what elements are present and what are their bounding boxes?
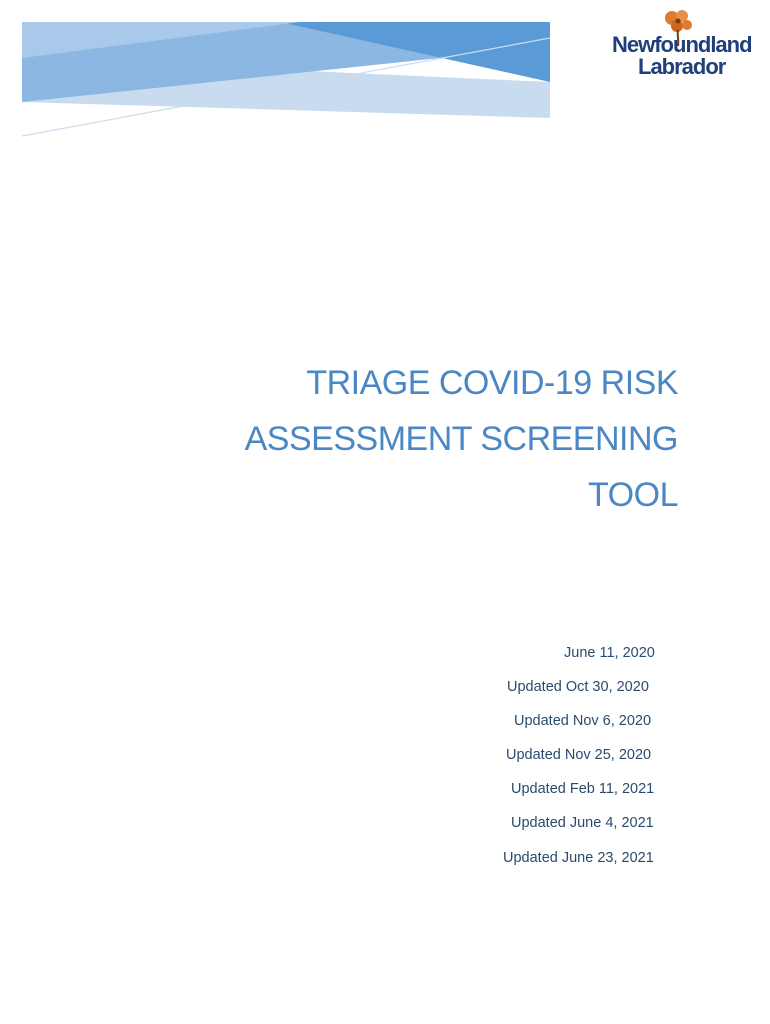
logo-wordmark — [612, 32, 752, 79]
date-update-1: Updated Oct 30, 2020 — [507, 679, 649, 695]
date-update-2: Updated Nov 6, 2020 — [514, 713, 652, 729]
date-original: June 11, 2020 — [564, 645, 655, 661]
date-update-6: Updated June 23, 2021 — [503, 850, 654, 866]
date-update-4: Updated Feb 11, 2021 — [511, 781, 655, 797]
document-title — [178, 355, 678, 523]
logo-line-newfoundland: Newfoundland — [612, 32, 752, 57]
header-banner — [0, 0, 560, 150]
logo-line-labrador: Labrador — [638, 54, 726, 79]
date-update-5: Updated June 4, 2021 — [511, 815, 654, 831]
title-line-2: ASSESSMENT SCREENING — [244, 420, 678, 458]
title-line-1: TRIAGE COVID-19 RISK — [306, 364, 678, 402]
date-update-3: Updated Nov 25, 2020 — [506, 747, 652, 763]
title-line-3: TOOL — [588, 476, 678, 514]
newfoundland-labrador-logo — [612, 8, 752, 88]
